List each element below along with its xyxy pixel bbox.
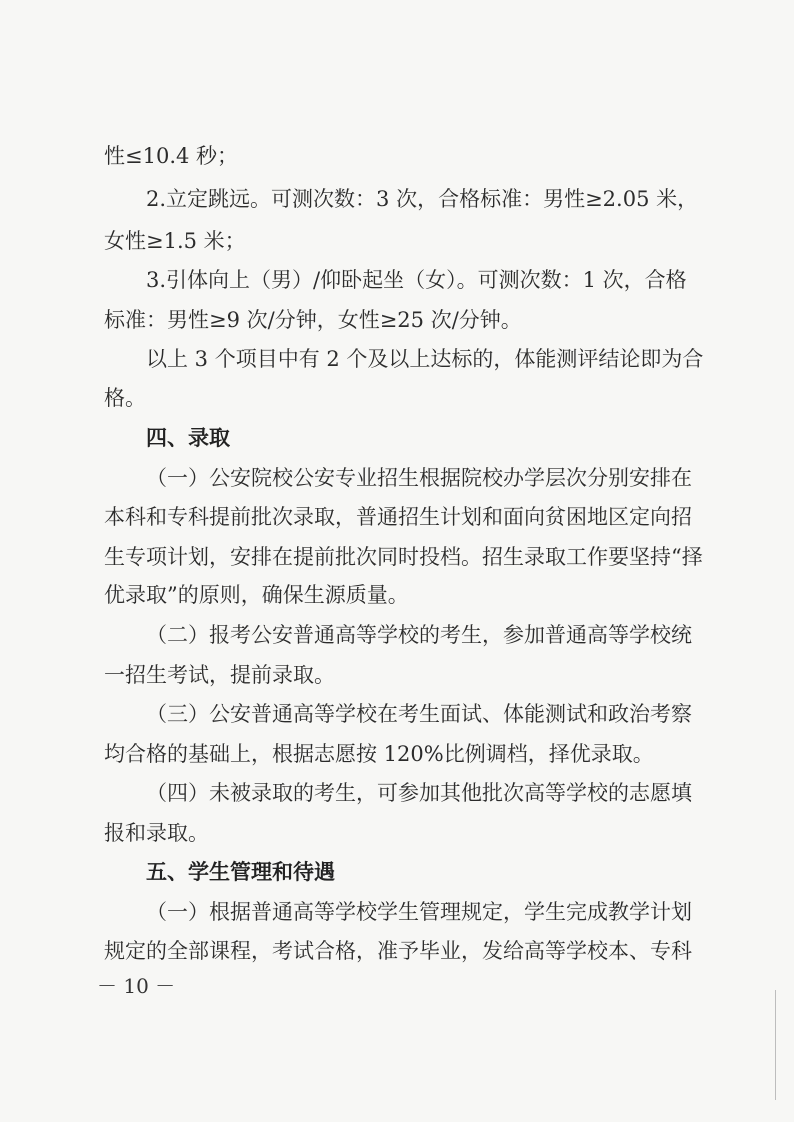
page-number: － 10 － xyxy=(97,974,176,998)
text-line: （一）根据普通高等学校学生管理规定，学生完成教学计划 xyxy=(146,900,692,924)
scan-edge-mark xyxy=(775,990,776,1100)
text-line: （三）公安普通高等学校在考生面试、体能测试和政治考察 xyxy=(146,702,692,726)
text-line: 性≤10.4 秒； xyxy=(104,144,239,168)
text-line: 格。 xyxy=(104,386,146,410)
text-line: 优录取”的原则，确保生源质量。 xyxy=(104,583,409,607)
text-line: 报和录取。 xyxy=(104,821,209,845)
text-line: 生专项计划，安排在提前批次同时投档。招生录取工作要坚持“择 xyxy=(104,545,703,569)
text-line: 以上 3 个项目中有 2 个及以上达标的，体能测评结论即为合 xyxy=(146,347,704,371)
text-line: 标准：男性≥9 次/分钟，女性≥25 次/分钟。 xyxy=(104,308,522,332)
text-line: 2.立定跳远。可测次数：3 次，合格标准：男性≥2.05 米， xyxy=(146,187,699,211)
text-line: 一招生考试，提前录取。 xyxy=(104,663,335,687)
text-line: （二）报考公安普通高等学校的考生，参加普通高等学校统 xyxy=(146,623,692,647)
section-heading: 四、录取 xyxy=(146,426,230,450)
text-line: （一）公安院校公安专业招生根据院校办学层次分别安排在 xyxy=(146,466,692,490)
text-line: 女性≥1.5 米； xyxy=(104,229,246,253)
text-line: 3.引体向上（男）/仰卧起坐（女）。可测次数：1 次，合格 xyxy=(146,268,687,292)
section-heading: 五、学生管理和待遇 xyxy=(146,860,335,884)
text-line: 均合格的基础上，根据志愿按 120%比例调档，择优录取。 xyxy=(104,742,654,766)
text-line: 本科和专科提前批次录取，普通招生计划和面向贫困地区定向招 xyxy=(104,505,692,529)
text-line: 规定的全部课程，考试合格，准予毕业，发给高等学校本、专科 xyxy=(104,939,692,963)
text-line: （四）未被录取的考生，可参加其他批次高等学校的志愿填 xyxy=(146,781,692,805)
